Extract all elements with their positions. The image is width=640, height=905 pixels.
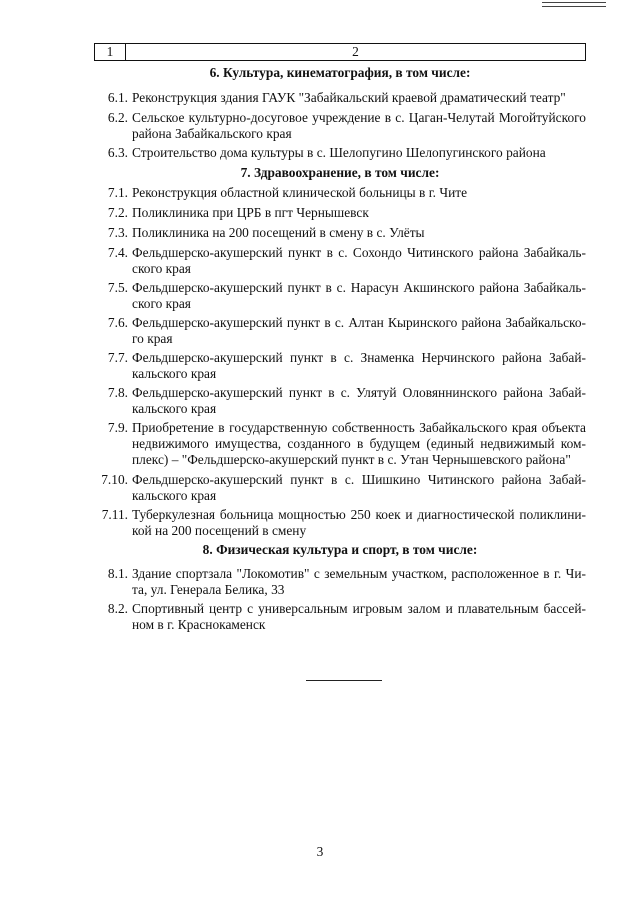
item-number: 7.3. — [107, 225, 128, 240]
item-text: Здание спортзала "Локомотив" с земельным участком, расположенное в г. Чи-та, ул. Генерала Белика, 33 — [132, 566, 586, 597]
item-number: 7.8. — [107, 385, 128, 400]
item-number: 8.2. — [107, 601, 128, 616]
item-number: 6.1. — [107, 90, 128, 105]
item-number: 8.1. — [107, 566, 128, 581]
item-text: Строительство дома культуры в с. Шелопугино Шелопугинского района — [132, 145, 546, 160]
item-text: Реконструкция областной клинической больницы в г. Чите — [132, 185, 468, 200]
column-number-2: 2 — [352, 44, 359, 59]
page-number: 3 — [316, 844, 324, 859]
table-column-header — [94, 43, 586, 61]
item-text: Фельдшерско-акушерский пункт в с. Знаменка Нерчинского района Забай-кальского края — [132, 350, 586, 381]
list-item — [94, 205, 586, 221]
item-text: Приобретение в государственную собственность Забайкальского края объекта недвижимого имущества, созданного в будущем (единый недвижимый ком-плекс) – "Фельдшерско-акушерский пункт в с. Утан Чернышевского района" — [132, 420, 586, 467]
section-title-culture: 6. Культура, кинематография, в том числе: — [209, 65, 471, 80]
item-text: Поликлиника на 200 посещений в смену в с. Улёты — [132, 225, 425, 240]
list-item — [94, 420, 586, 468]
item-number: 7.5. — [107, 280, 128, 295]
item-number: 7.11. — [101, 507, 128, 522]
item-text: Поликлиника при ЦРБ в пгт Чернышевск — [132, 205, 369, 220]
column-number-1: 1 — [95, 44, 126, 60]
item-number: 7.9. — [107, 420, 128, 435]
item-text: Сельское культурно-досуговое учреждение в с. Цаган-Челутай Могойтуйского района Забайкальского края — [132, 110, 586, 141]
item-number: 6.3. — [107, 145, 128, 160]
list-item — [94, 90, 586, 106]
list-item — [94, 245, 586, 277]
item-text: Фельдшерско-акушерский пункт в с. Сохондо Читинского района Забайкаль-ского края — [132, 245, 586, 276]
list-item — [94, 601, 586, 633]
item-text: Фельдшерско-акушерский пункт в с. Шишкино Читинского района Забай-кальского края — [132, 472, 586, 503]
list-item — [94, 350, 586, 382]
list-item — [94, 145, 586, 161]
top-corner-rule — [542, 2, 606, 7]
item-number: 7.4. — [107, 245, 128, 260]
closing-rule — [306, 680, 382, 681]
item-number: 6.2. — [107, 110, 128, 125]
list-item — [94, 385, 586, 417]
section-title-healthcare: 7. Здравоохранение, в том числе: — [240, 165, 440, 180]
list-item — [94, 110, 586, 142]
list-item — [94, 280, 586, 312]
list-item — [94, 315, 586, 347]
list-item — [94, 185, 586, 201]
list-item — [94, 472, 586, 504]
list-item — [94, 225, 586, 241]
item-text: Фельдшерско-акушерский пункт в с. Алтан Кыринского района Забайкальско-го края — [132, 315, 586, 346]
item-number: 7.7. — [107, 350, 128, 365]
item-text: Фельдшерско-акушерский пункт в с. Нарасун Акшинского района Забайкаль-ского края — [132, 280, 586, 311]
list-item — [94, 566, 586, 598]
item-text: Реконструкция здания ГАУК "Забайкальский краевой драматический театр" — [132, 90, 566, 105]
item-text: Туберкулезная больница мощностью 250 коек и диагностической поликлини-кой на 200 посещений в смену — [132, 507, 586, 538]
item-number: 7.6. — [107, 315, 128, 330]
section-title-sport: 8. Физическая культура и спорт, в том числе: — [202, 542, 478, 557]
item-number: 7.1. — [107, 185, 128, 200]
item-text: Спортивный центр с универсальным игровым залом и плавательным бассей-ном в г. Краснокаменск — [132, 601, 586, 632]
list-item — [94, 507, 586, 539]
item-text: Фельдшерско-акушерский пункт в с. Улятуй Оловяннинского района Забай-кальского края — [132, 385, 586, 416]
item-number: 7.10. — [101, 472, 128, 487]
item-number: 7.2. — [107, 205, 128, 220]
